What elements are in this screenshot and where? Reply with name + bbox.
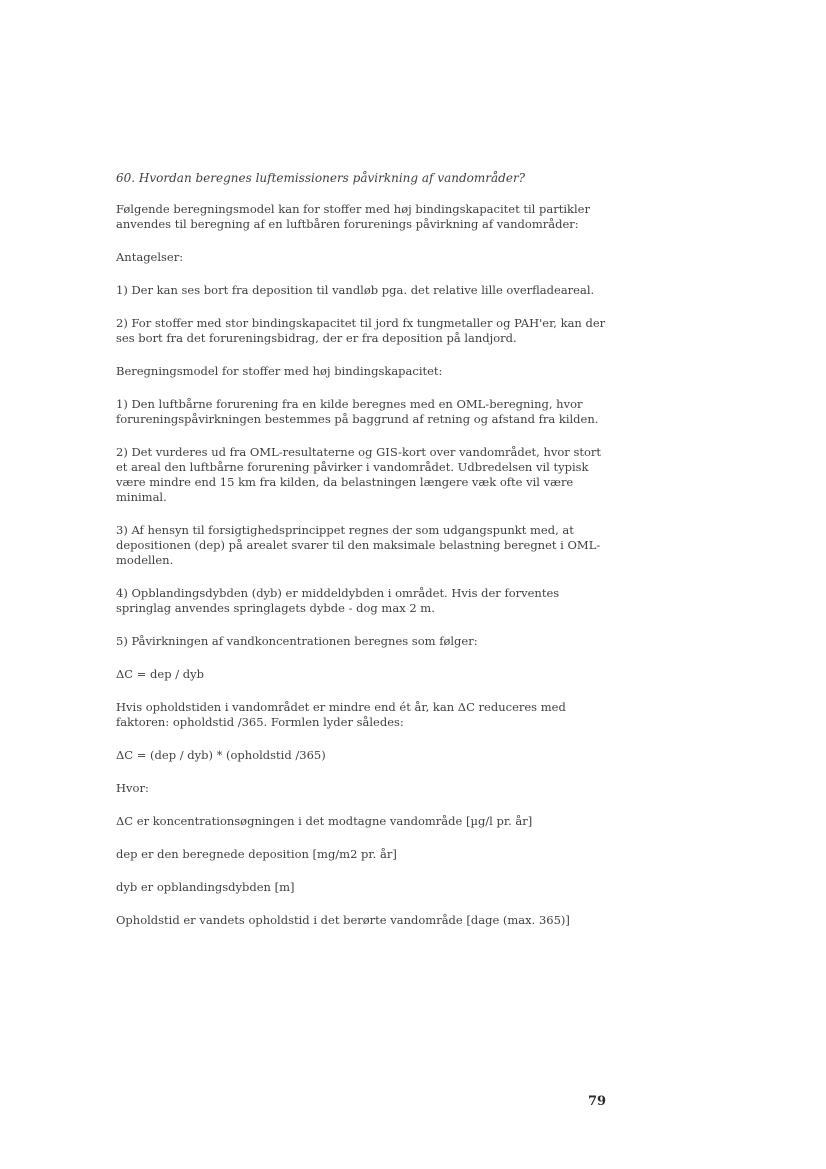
definition-dep: dep er den beregnede deposition [mg/m2 pr. år]	[116, 847, 397, 861]
formula-basic: ΔC = dep / dyb	[116, 667, 204, 681]
paragraph-model-step-3: 3) Af hensyn til forsigtighedsprincippet regnes der som udgangspunkt med, at depositionen (dep) på arealet svarer til den maksimale belastning beregnet i OML-modellen.	[116, 523, 601, 567]
paragraph-model-step-2: 2) Det vurderes ud fra OML-resultaterne og GIS-kort over vandområdet, hvor stort et areal den luftbårne forurening påvirker i vandområdet. Udbredelsen vil typisk være mindre end 15 km fra kilden, da belastningen længere væk ofte vil være minimal.	[116, 445, 602, 504]
definition-dyb: dyb er opblandingsdybden [m]	[116, 880, 295, 894]
paragraph-residence-time: Hvis opholdstiden i vandområdet er mindre end ét år, kan ΔC reduceres med faktoren: opholdstid /365. Formlen lyder således:	[116, 700, 566, 729]
paragraph-where-label: Hvor:	[116, 781, 149, 795]
paragraph-assumptions-label: Antagelser:	[116, 250, 184, 264]
paragraph-model-label: Beregningsmodel for stoffer med høj bindingskapacitet:	[116, 364, 443, 378]
definition-delta-c: ΔC er koncentrationsøgningen i det modtagne vandområde [µg/l pr. år]	[116, 814, 533, 828]
page-content	[116, 170, 616, 946]
page-number: 79	[588, 1094, 607, 1109]
section-heading: 60. Hvordan beregnes luftemissioners påvirkning af vandområder?	[116, 171, 526, 185]
formula-reduced: ΔC = (dep / dyb) * (opholdstid /365)	[116, 748, 326, 762]
paragraph-intro: Følgende beregningsmodel kan for stoffer med høj bindingskapacitet til partikler anvendes til beregning af en luftbåren forurenings påvirkning af vandområder:	[116, 202, 590, 231]
definition-opholdstid: Opholdstid er vandets opholdstid i det berørte vandområde [dage (max. 365)]	[116, 913, 570, 927]
paragraph-assumption-1: 1) Der kan ses bort fra deposition til vandløb pga. det relative lille overfladeareal.	[116, 283, 595, 297]
paragraph-model-step-4: 4) Opblandingsdybden (dyb) er middeldybden i området. Hvis der forventes springlag anvendes springlagets dybde - dog max 2 m.	[116, 586, 560, 615]
paragraph-model-step-1: 1) Den luftbårne forurening fra en kilde beregnes med en OML-beregning, hvor forureningspåvirkningen bestemmes på baggrund af retning og afstand fra kilden.	[116, 397, 599, 426]
paragraph-assumption-2: 2) For stoffer med stor bindingskapacitet til jord fx tungmetaller og PAH'er, kan der ses bort fra det forureningsbidrag, der er fra deposition på landjord.	[116, 316, 606, 345]
paragraph-model-step-5: 5) Påvirkningen af vandkoncentrationen beregnes som følger:	[116, 634, 478, 648]
